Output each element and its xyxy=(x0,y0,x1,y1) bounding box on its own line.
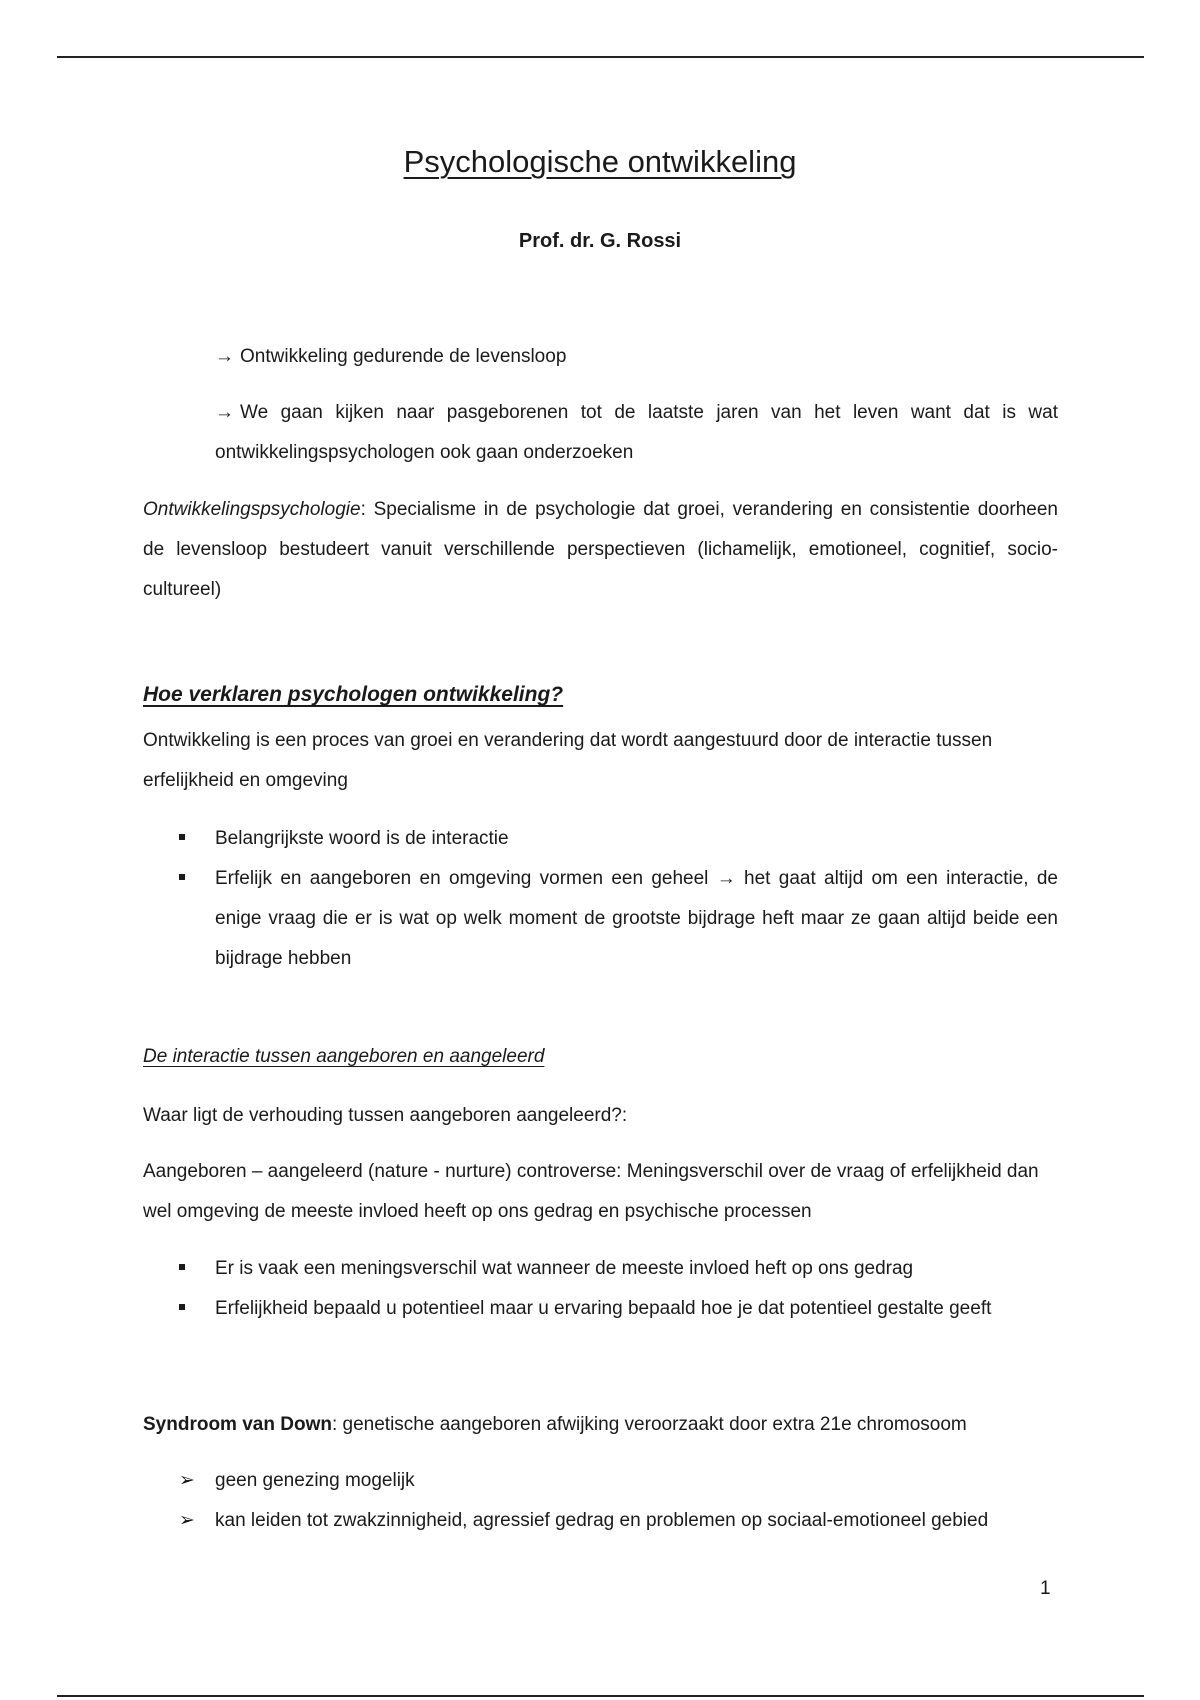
footer-rule xyxy=(57,1695,1144,1697)
definition-term: Ontwikkelingspsychologie xyxy=(143,499,361,520)
page-number: 1 xyxy=(1040,1578,1051,1599)
list-item: ➢ kan leiden tot zwakzinnigheid, agressief gedrag en problemen op sociaal-emotioneel gebied xyxy=(143,1501,1058,1541)
arrowhead-bullet-icon: ➢ xyxy=(179,1510,195,1531)
author-line: Prof. dr. G. Rossi xyxy=(518,230,682,252)
page-title: Psychologische ontwikkeling xyxy=(403,144,797,179)
square-bullet-icon xyxy=(179,874,185,880)
list-item: Erfelijk en aangeboren en omgeving vormen een geheel → het gaat altijd om een interactie, de enige vraag die er is wat op welk moment de grootste bijdrage heft maar ze gaan altijd beide een bijdrage hebben xyxy=(143,859,1058,979)
intro-line-1: → Ontwikkeling gedurende de levensloop xyxy=(215,346,567,367)
square-bullet-icon xyxy=(179,1264,185,1270)
arrow-icon: → xyxy=(215,346,234,367)
arrowhead-bullet-icon: ➢ xyxy=(179,1470,195,1491)
section2-question: Waar ligt de verhouding tussen aangeboren aangeleerd?: xyxy=(143,1105,628,1126)
list-item: ➢ geen genezing mogelijk xyxy=(143,1461,1058,1501)
square-bullet-icon xyxy=(179,834,185,840)
list-item: Erfelijkheid bepaald u potentieel maar u ervaring bepaald hoe je dat potentieel gestalte geeft xyxy=(143,1289,1058,1329)
square-bullet-icon xyxy=(179,1304,185,1310)
section-heading-1: Hoe verklaren psychologen ontwikkeling? xyxy=(143,683,564,706)
definition-paragraph: Ontwikkelingspsychologie: Specialisme in de psychologie dat groei, verandering en consistentie doorheen de levensloop bestudeert vanuit verschillende perspectieven (lichamelijk, emotioneel, cognitief, socio-cultureel) xyxy=(143,499,1058,600)
section3-bullet-list xyxy=(143,1461,1058,1541)
list-item: Er is vaak een meningsverschil wat wanneer de meeste invloed heft op ons gedrag xyxy=(143,1249,1058,1289)
list-item: Belangrijkste woord is de interactie xyxy=(143,819,1058,859)
section1-bullet-list xyxy=(143,819,1058,979)
section3-paragraph: Syndroom van Down: genetische aangeboren afwijking veroorzaakt door extra 21e chromosoom xyxy=(143,1414,967,1435)
intro-line-2: → We gaan kijken naar pasgeborenen tot de laatste jaren van het leven want dat is wat ontwikkelingspsychologen ook gaan onderzoeken xyxy=(215,402,1058,463)
section1-paragraph: Ontwikkeling is een proces van groei en verandering dat wordt aangestuurd door de interactie tussen erfelijkheid en omgeving xyxy=(143,730,993,791)
section2-bullet-list xyxy=(143,1249,1058,1329)
arrow-icon: → xyxy=(215,402,234,423)
syndrome-term: Syndroom van Down xyxy=(143,1414,332,1435)
section-heading-2: De interactie tussen aangeboren en aangeleerd xyxy=(143,1046,545,1067)
section2-paragraph: Aangeboren – aangeleerd (nature - nurture) controverse: Meningsverschil over de vraag of erfelijkheid dan wel omgeving de meeste invloed heeft op ons gedrag en psychische processen xyxy=(143,1161,1039,1222)
header-rule xyxy=(57,56,1144,58)
